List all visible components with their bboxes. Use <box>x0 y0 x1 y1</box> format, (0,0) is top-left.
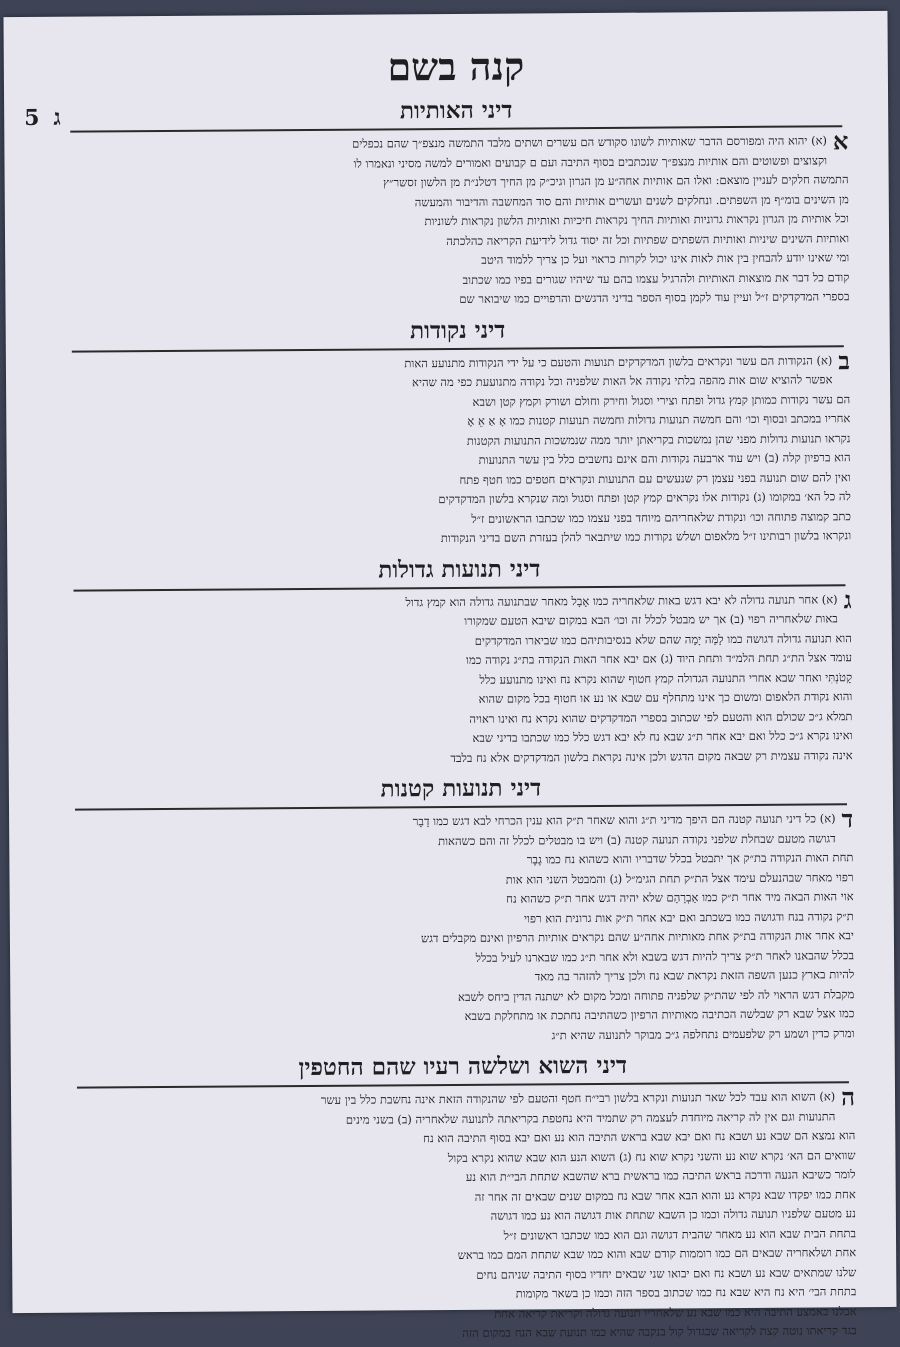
text-line: יבא אחר אות הנקודה בת״ק אחת מאותיות אחה״ע שהם נקראים אותיות הרפיון ואינם מקבלים דגש <box>420 928 854 946</box>
text-line: ת״ק נקודה בנח ודגושה כמו בשכתב ואם יבא אחר ת״ק אות גרונית הוא רפוי <box>523 908 854 925</box>
section-title: דיני תנועות קטנות <box>380 774 542 803</box>
section <box>67 550 852 771</box>
text-line: (א) הנקודות הם עשר ונקראים בלשון המדקדקים תנועות והטעם כי על ידי הנקודות מתנועע האות <box>404 352 833 370</box>
text-line: בתחת הבי׳ היא נח היא שבא נח כמו שכתוב בספר הזה וכמו כן בשאר מקומות <box>515 1284 857 1301</box>
text-line: לומר כשיבא הנעה ודרכה בראש התיבה כמו בראשית ברא שהשבא שתחת הבי״ת הוא נע <box>465 1167 856 1184</box>
text-line: (א) כל דיני תנועה קטנה הם היפך מדיני ת״ג והוא שאחר ת״ק הוא ענין הכרחי לבא דגש כמו דָבָר <box>412 811 836 829</box>
section-marker: ב <box>838 345 851 375</box>
section-body <box>68 584 853 771</box>
text-line: נקראו תנועות גדולות מפני שהן נמשכות בקריאתן יותר ממה שנמשכות התנועות הקטנות <box>466 430 851 448</box>
text-line: שוואים הם הא׳ נקרא שוא נע והשני נקרא שוא נח (ג) השוא הנע הוא שבא שהוא נקרא בקול <box>447 1147 856 1165</box>
section-marker: ד <box>841 804 854 834</box>
section-marker: ג <box>843 584 852 614</box>
book-page <box>3 11 896 1340</box>
text-line: בספרי המדקדקים ז״ל ועיין עוד לקמן בסוף הספר בדיני הדגשים והרפויים כמו שיבואר שם <box>459 289 850 306</box>
text-line: (א) אחר תנועה גדולה לא יבא דגש באות שלאחריה כמו אָבָל מאחר שבתנועה גדולה הוא קמץ גדול <box>405 591 838 609</box>
text-line: הם עשר נקודות כמותן קמץ גדול ופתח וצירי וסגול וחירק וחולם ושורק וקמץ קטן ושבא <box>472 391 851 409</box>
section-marker: ה <box>841 1082 856 1112</box>
page-title: קנה בשם <box>387 43 525 90</box>
text-line: (א) יהוא היה ומפורסם הדבר שאותיות לשונו סקודש הם עשרים ושתים מלבד התמשה מנצפ״ך שהם נכפלים <box>352 133 827 151</box>
text-line: באות שלאחריה רפוי (ב) אך יש מבטל לכלל זה וכו׳ הבא במקום שיבא הטעם שמקורו <box>464 611 838 628</box>
text-line: מן השינים בומ״ף מן השפתים. ונחלקים לשנים ועשרים אותיות והם סוד המחשבה והדיבור והמעשה <box>414 191 849 209</box>
text-line: תחת האות הנקודה בת״ק אך יתבטל בכלל שדבריו והוא כשהוא נח כמו גֶבֶר <box>526 850 854 867</box>
section-title: דיני האותיות <box>399 96 513 125</box>
text-line: אפשר להוציא שום אות מהפה בלתי נקודה אל האות שלפניה וכל נקודה מתנועעת כפי מה שהיא <box>411 372 833 390</box>
text-line: כתב קמוצה פתוחה וכו׳ ונקודת שלאחריהם מיוחד בפני עצמו כמו שכתבו הראשונים ז״ל <box>471 508 852 526</box>
page-letter: ג <box>53 104 61 131</box>
text-line: נע מטעם שלפניו תנועה גדולה וכמו כן השבא שתחת אות דגושה הוא נע כמו דגושה <box>490 1206 856 1223</box>
section <box>66 311 852 551</box>
text-line: דגושה מטעם שבחלת שלפני נקודה תנועה קטנה (ב) ויש בו מבטלים לכלל זה והם כשהאות <box>438 830 836 848</box>
section-title: דיני תנועות גדולות <box>378 554 541 583</box>
section-body <box>66 345 852 551</box>
text-line: קָטֹנְתִּי ואחר שבא אחרי התנועה הגדולה קמץ חטוף שהוא נקרא נח ואינו מתנועע כלל <box>479 669 853 687</box>
text-line: הוא ברפיון קלה (ב) ויש עוד ארבעה נקודות והם אינם נחשבים כלל בין עשר התנועות <box>478 450 851 467</box>
text-line: מקבלת דגש הראוי לה לפי שהת״ק שלפניה פתוחה ומכל מקום לא ישתנה הדין ביחס לשבא <box>457 986 855 1004</box>
text-line: אחת ושלאחריה שבאים הם כמו רוממות קודם שבא והוא כמו שבא שתחת המם כמו בראש <box>457 1245 857 1262</box>
page-content <box>24 41 857 1340</box>
text-line: אחריו במכתב ובסוף וכו׳ והם חמשה תנועות גדולות וחמשה תנועות קטנות כמו אָ אַ אֵ אֶ <box>467 411 851 428</box>
sections <box>64 91 857 1346</box>
section-title: דיני השוא ושלשה רעיו שהם החטפין <box>298 1051 628 1082</box>
section-body <box>69 804 855 1048</box>
section <box>64 91 849 312</box>
text-line: וקצוצים ופשוטים והם אותיות מנצפ״ך שנכתבים בסוף התיבה ועם ם קבועים ואמורים למשה מסיני ונאמרו לו <box>353 152 828 171</box>
text-line: ואין להם שום תנועה בפני עצמן רק שנעשים עם התנועות ונקראים חטפים כמו חטף פתח <box>459 469 851 487</box>
section-title: דיני נקודות <box>409 316 506 344</box>
text-line: אבלנו באמצע התיבה היא כמו שבא נע שלאחריו תנועה גדולה וקריאת קריאה אחת <box>494 1303 857 1321</box>
text-line: (א) השוא הוא עבד לכל שאר תנועות ונקרא בלשון רבי״ח חטף והטעם לפי שהנקודה הזאת אינה נחשבת כלל בין עשר <box>320 1089 836 1107</box>
text-line: ואותיות השינים שיניות ואותיות השפתים שפתיות וכל זה יסוד גדול לידיעת הקריאה כהלכתה <box>446 230 850 248</box>
text-line: וכל אותיות מן הגרון נקראות גרוניות ואותיות החיך נקראות חיכיות ואותיות הלשון נקראות לשוניות <box>424 211 849 229</box>
text-line: אינה נקודה עצמית רק שבאה מקום הדגש ולכן אינה נקראת בלשון המדקדקים אלא נח בלבד <box>450 747 853 765</box>
text-line: להיות בארץ כנען השפה הזאת נקראת שבא נח ולכן צריך להזהר בה מאד <box>534 967 855 984</box>
text-line: אחת כמו יפקדו שבא נקרא נע והוא הבא אחר שבא נח במקום שנים שבאים זה אחר זה <box>474 1186 856 1204</box>
text-line: בתחת הבית שבא הוא נע מאחר שהבית דגושה וגם הוא כמו שכתבו ראשונים ז״ל <box>503 1225 857 1243</box>
text-line: והוא נקודת הלאפום ומשום כך אינו מתחלף עם שבא או נע או חטוף בכל מקום שהוא <box>478 689 853 706</box>
text-line: התנועות וגם אין לה קריאה מיוחדת לעצמה רק שתמיד היא נחטפת בקריאתה לתנועה שלאחריה (ב) בשני מינים <box>345 1108 836 1127</box>
page-number: 5 <box>24 104 40 131</box>
text-line: התמשה חלקים לעניין מוצאם: ואלו הם אותיות אחה״ע מן הגרון וגיכ״ק מן החיך דטלנ״ת מן הלשון זסשר״ץ <box>383 172 849 190</box>
section <box>69 769 855 1048</box>
text-line: רפוי מאחר שבהנעלם עימד אצל הת״ק תחת הגימ״ל (ג) והמבטל השני הוא אות <box>505 869 854 887</box>
text-line: לה כל הא׳ במקומו (ג) נקודות אלו נקראים קמץ קטן ופתח וסגול ומה שנקרא בלשון המדקדקים <box>438 489 851 507</box>
section-body <box>71 1082 857 1346</box>
text-line: הוא נמצא הם שבא נע ושבא נח ואם יבא שבא בראש התיבה הוא נע ואם יבא בסוף התיבה הוא נח <box>423 1128 856 1146</box>
text-line: בכלל שהבאנו לאחר ת״ק צריך להיות דגש בשבא ולא אחר ת״ג כמו שבארנו לעיל בכלל <box>475 947 855 965</box>
text-line: כמו אצל שבא רק שבלשה הכתיבה מאותיות הרפיון כשהתיבה נחתכת או מתחלקת בשבא <box>464 1006 855 1023</box>
text-line: קודם כל דבר את מוצאות האותיות ולהרגיל עצמו בהם עד שיהיו שגורים בפיו כמו שכתוב <box>462 269 850 287</box>
text-line: תמלא ג״כ שכולם הוא והטעם לפי שכתוב בספרי המדקדקים שהוא נקרא נח ואינו ראויה <box>469 708 853 726</box>
text-line: ואינו נקרא ג״כ כלל ואם יבא אחר ת״ג שבא נח לא יבא דגש כלל כמו שכתבו בדיני שבא <box>472 728 853 745</box>
section-body <box>64 126 850 312</box>
text-line: שלנו שמתאים שבא נע ושבא נח ואם יבואו שני שבאים יחדיו בסוף התיבה שניהם נחים <box>476 1264 857 1282</box>
text-line: ומרק כדין ושמע רק שלפעמים נתחלפה ג״כ מבוקר לתנועה שהיא ת״ג <box>551 1025 855 1042</box>
text-line: ונקראו בלשון רבותינו ז״ל מלאפום ושלש נקודות כמו שיתבאר להלן בעזרת השם בדיני הנקודות <box>440 528 852 546</box>
text-line: ומי שאינו יודע להבחין בין אות לאות אינו יכול לקרות כראוי ועל כן צריך ללמוד היטב <box>481 250 850 267</box>
text-line: בגד קריאתו נוטה קצת לקריאה שבגדול קול בנקבה שהיא כמו תנועת שבא הנח במקום הזה <box>462 1323 857 1340</box>
text-line: עומד אצל הת״ג תחת הלמ״ד ותחת היוד (ג) אם יבא אחר האות הנקודה בת״ג נקודה כמו <box>465 650 853 667</box>
section <box>71 1047 857 1346</box>
text-line: הוא תנועה גדולה דגושה כמו לָמָּה יָמָה שהם שלא בנסיבותיהם כמו שביארו המדקדקים <box>474 630 852 648</box>
text-line: אוי האות הבאה מיד אחר ת״ק כמו אַבְרָהָם שלא יהיה דגש אחר ת״ק כשהוא נח <box>506 889 854 906</box>
section-marker: א <box>832 126 849 156</box>
page-number-mark <box>24 104 104 131</box>
